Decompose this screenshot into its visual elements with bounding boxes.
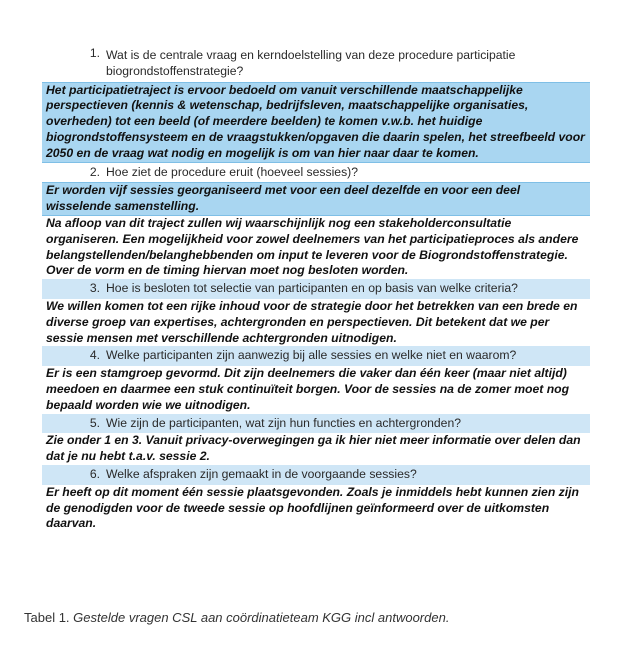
answer-2b: Na afloop van dit traject zullen wij waarschijnlijk nog een stakeholderconsultatie organiseren. Een mogelijkheid voor zowel deelnemers van het participatieproces als andere belangstellenden/belanghebbenden om input te leveren voor de Biogrondstoffenstrategie. Over de vorm en de timing hiervan moet nog besloten worden. <box>46 215 579 278</box>
table-caption <box>24 610 449 625</box>
question-number: 3. <box>89 281 100 296</box>
question-5 <box>42 414 590 434</box>
question-number: 6. <box>89 466 100 481</box>
question-text: Wie zijn de participanten, wat zijn hun functies en achtergronden? <box>106 415 462 430</box>
question-number: 2. <box>89 164 100 179</box>
question-text: Hoe ziet de procedure eruit (hoeveel sessies)? <box>106 164 359 179</box>
caption-text: Gestelde vragen CSL aan coördinatieteam KGG incl antwoorden. <box>73 610 450 625</box>
question-text: Hoe is besloten tot selectie van participanten en op basis van welke criteria? <box>106 281 518 296</box>
question-6 <box>42 465 590 485</box>
answer-6: Er heeft op dit moment één sessie plaatsgevonden. Zoals je inmiddels hebt kunnen zien zijn de genodigden voor de tweede sessie op hoofdlijnen geïnformeerd over de uitkomsten daarvan. <box>46 484 579 531</box>
caption-label: Tabel 1. <box>24 610 70 625</box>
question-4 <box>42 346 590 366</box>
question-text: Wat is de centrale vraag en kerndoelstelling van deze procedure participatie biogrondstoffenstrategie? <box>106 48 516 78</box>
question-3 <box>42 279 590 299</box>
answer-4: Er is een stamgroep gevormd. Dit zijn deelnemers die vaker dan één keer (maar niet altijd) meedoen en daarmee een stuk continuïteit borgen. Voor de sessies na de zomer moet nog bepaald worden wie we uitnodigen. <box>46 366 570 412</box>
answer-3: We willen komen tot een rijke inhoud voor de strategie door het betrekken van een brede en diverse groep van expertises, achtergronden en perspectieven. Dit betekent dat we per sessie mensen met verschillende achtergronden uitnodigen. <box>46 298 578 345</box>
question-number: 1. <box>89 46 100 60</box>
question-number: 4. <box>89 348 100 363</box>
question-text: Welke afspraken zijn gemaakt in de voorgaande sessies? <box>106 466 417 481</box>
question-number: 5. <box>89 415 100 430</box>
question-1 <box>42 44 590 82</box>
answer-5: Zie onder 1 en 3. Vanuit privacy-overwegingen ga ik hier niet meer informatie over delen dan dat je nu hebt t.a.v. sessie 2. <box>46 433 581 464</box>
answer-2a: Er worden vijf sessies georganiseerd met voor een deel dezelfde en voor een deel wisselende samenstelling. <box>42 182 590 216</box>
question-text: Welke participanten zijn aanwezig bij alle sessies en welke niet en waarom? <box>106 348 517 363</box>
answer-1: Het participatietraject is ervoor bedoeld om vanuit verschillende maatschappelijke perspectieven (kennis & wetenschap, bedrijfsleven, maatschappelijke organisaties, overheden) tot een beeld (of meerdere beelden) te komen v.w.b. het huidige biogrondstoffensysteem en de vraagstukken/opgaven die daarin spelen, het streefbeeld voor 2050 en de vraag wat nodig en mogelijk is om van hier naar daar te komen. <box>42 82 590 163</box>
question-2 <box>42 163 590 183</box>
qa-document <box>42 44 590 532</box>
